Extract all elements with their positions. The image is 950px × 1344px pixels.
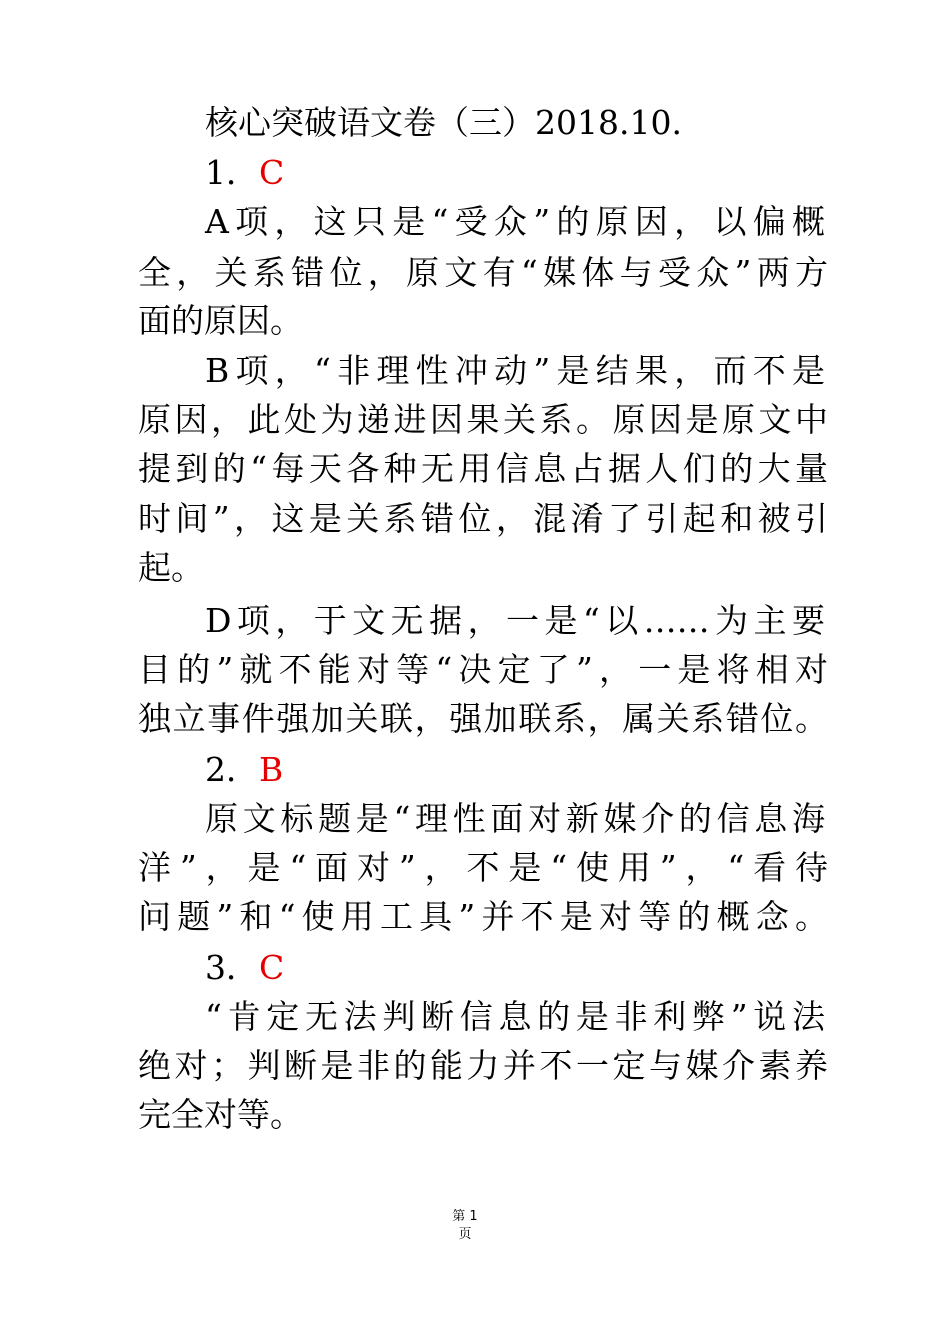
question-3-answer: C <box>259 948 285 987</box>
question-3-number: 3． <box>205 948 259 987</box>
question-2-number: 2． <box>205 750 259 789</box>
q2-line-3: 问题”和“使用工具”并不是对等的概念。 <box>138 897 828 936</box>
q1-line-1: A项，这只是“受众”的原因，以偏概 <box>205 202 825 241</box>
q2-line-2: 洋”，是“面对”，不是“使用”，“看待 <box>138 848 828 887</box>
q1-line-10: 目的”就不能对等“决定了”，一是将相对 <box>138 650 828 689</box>
q1-line-7: 时间”，这是关系错位，混淆了引起和被引 <box>138 499 828 538</box>
q1-line-9: D项，于文无据，一是“以……为主要 <box>205 601 825 640</box>
q3-line-3: 完全对等。 <box>138 1095 303 1134</box>
document-title: 核心突破语文卷（三）2018.10. <box>205 103 682 142</box>
q1-line-8: 起。 <box>138 548 204 587</box>
question-1-header <box>205 148 825 198</box>
q1-line-3: 面的原因。 <box>138 301 303 340</box>
page-number <box>445 1208 485 1244</box>
question-2-answer: B <box>259 750 284 789</box>
q3-line-2: 绝对；判断是非的能力并不一定与媒介素养 <box>138 1046 828 1085</box>
question-1-number: 1． <box>205 153 259 192</box>
q3-line-1: “肯定无法判断信息的是非利弊”说法 <box>205 997 825 1036</box>
q1-line-11: 独立事件强加关联，强加联系，属关系错位。 <box>138 699 828 738</box>
q2-line-1: 原文标题是“理性面对新媒介的信息海 <box>205 799 825 838</box>
q1-line-5: 原因，此处为递进因果关系。原因是原文中 <box>138 400 828 439</box>
q1-line-4: B项，“非理性冲动”是结果，而不是 <box>205 351 825 390</box>
page-number-line-2: 页 <box>458 1227 472 1242</box>
q1-line-2: 全，关系错位，原文有“媒体与受众”两方 <box>138 253 828 292</box>
question-2-header <box>205 745 825 795</box>
question-3-header <box>205 943 825 993</box>
q1-line-6: 提到的“每天各种无用信息占据人们的大量 <box>138 449 828 488</box>
page-number-line-1: 第 1 <box>452 1209 478 1224</box>
question-1-answer: C <box>259 153 285 192</box>
